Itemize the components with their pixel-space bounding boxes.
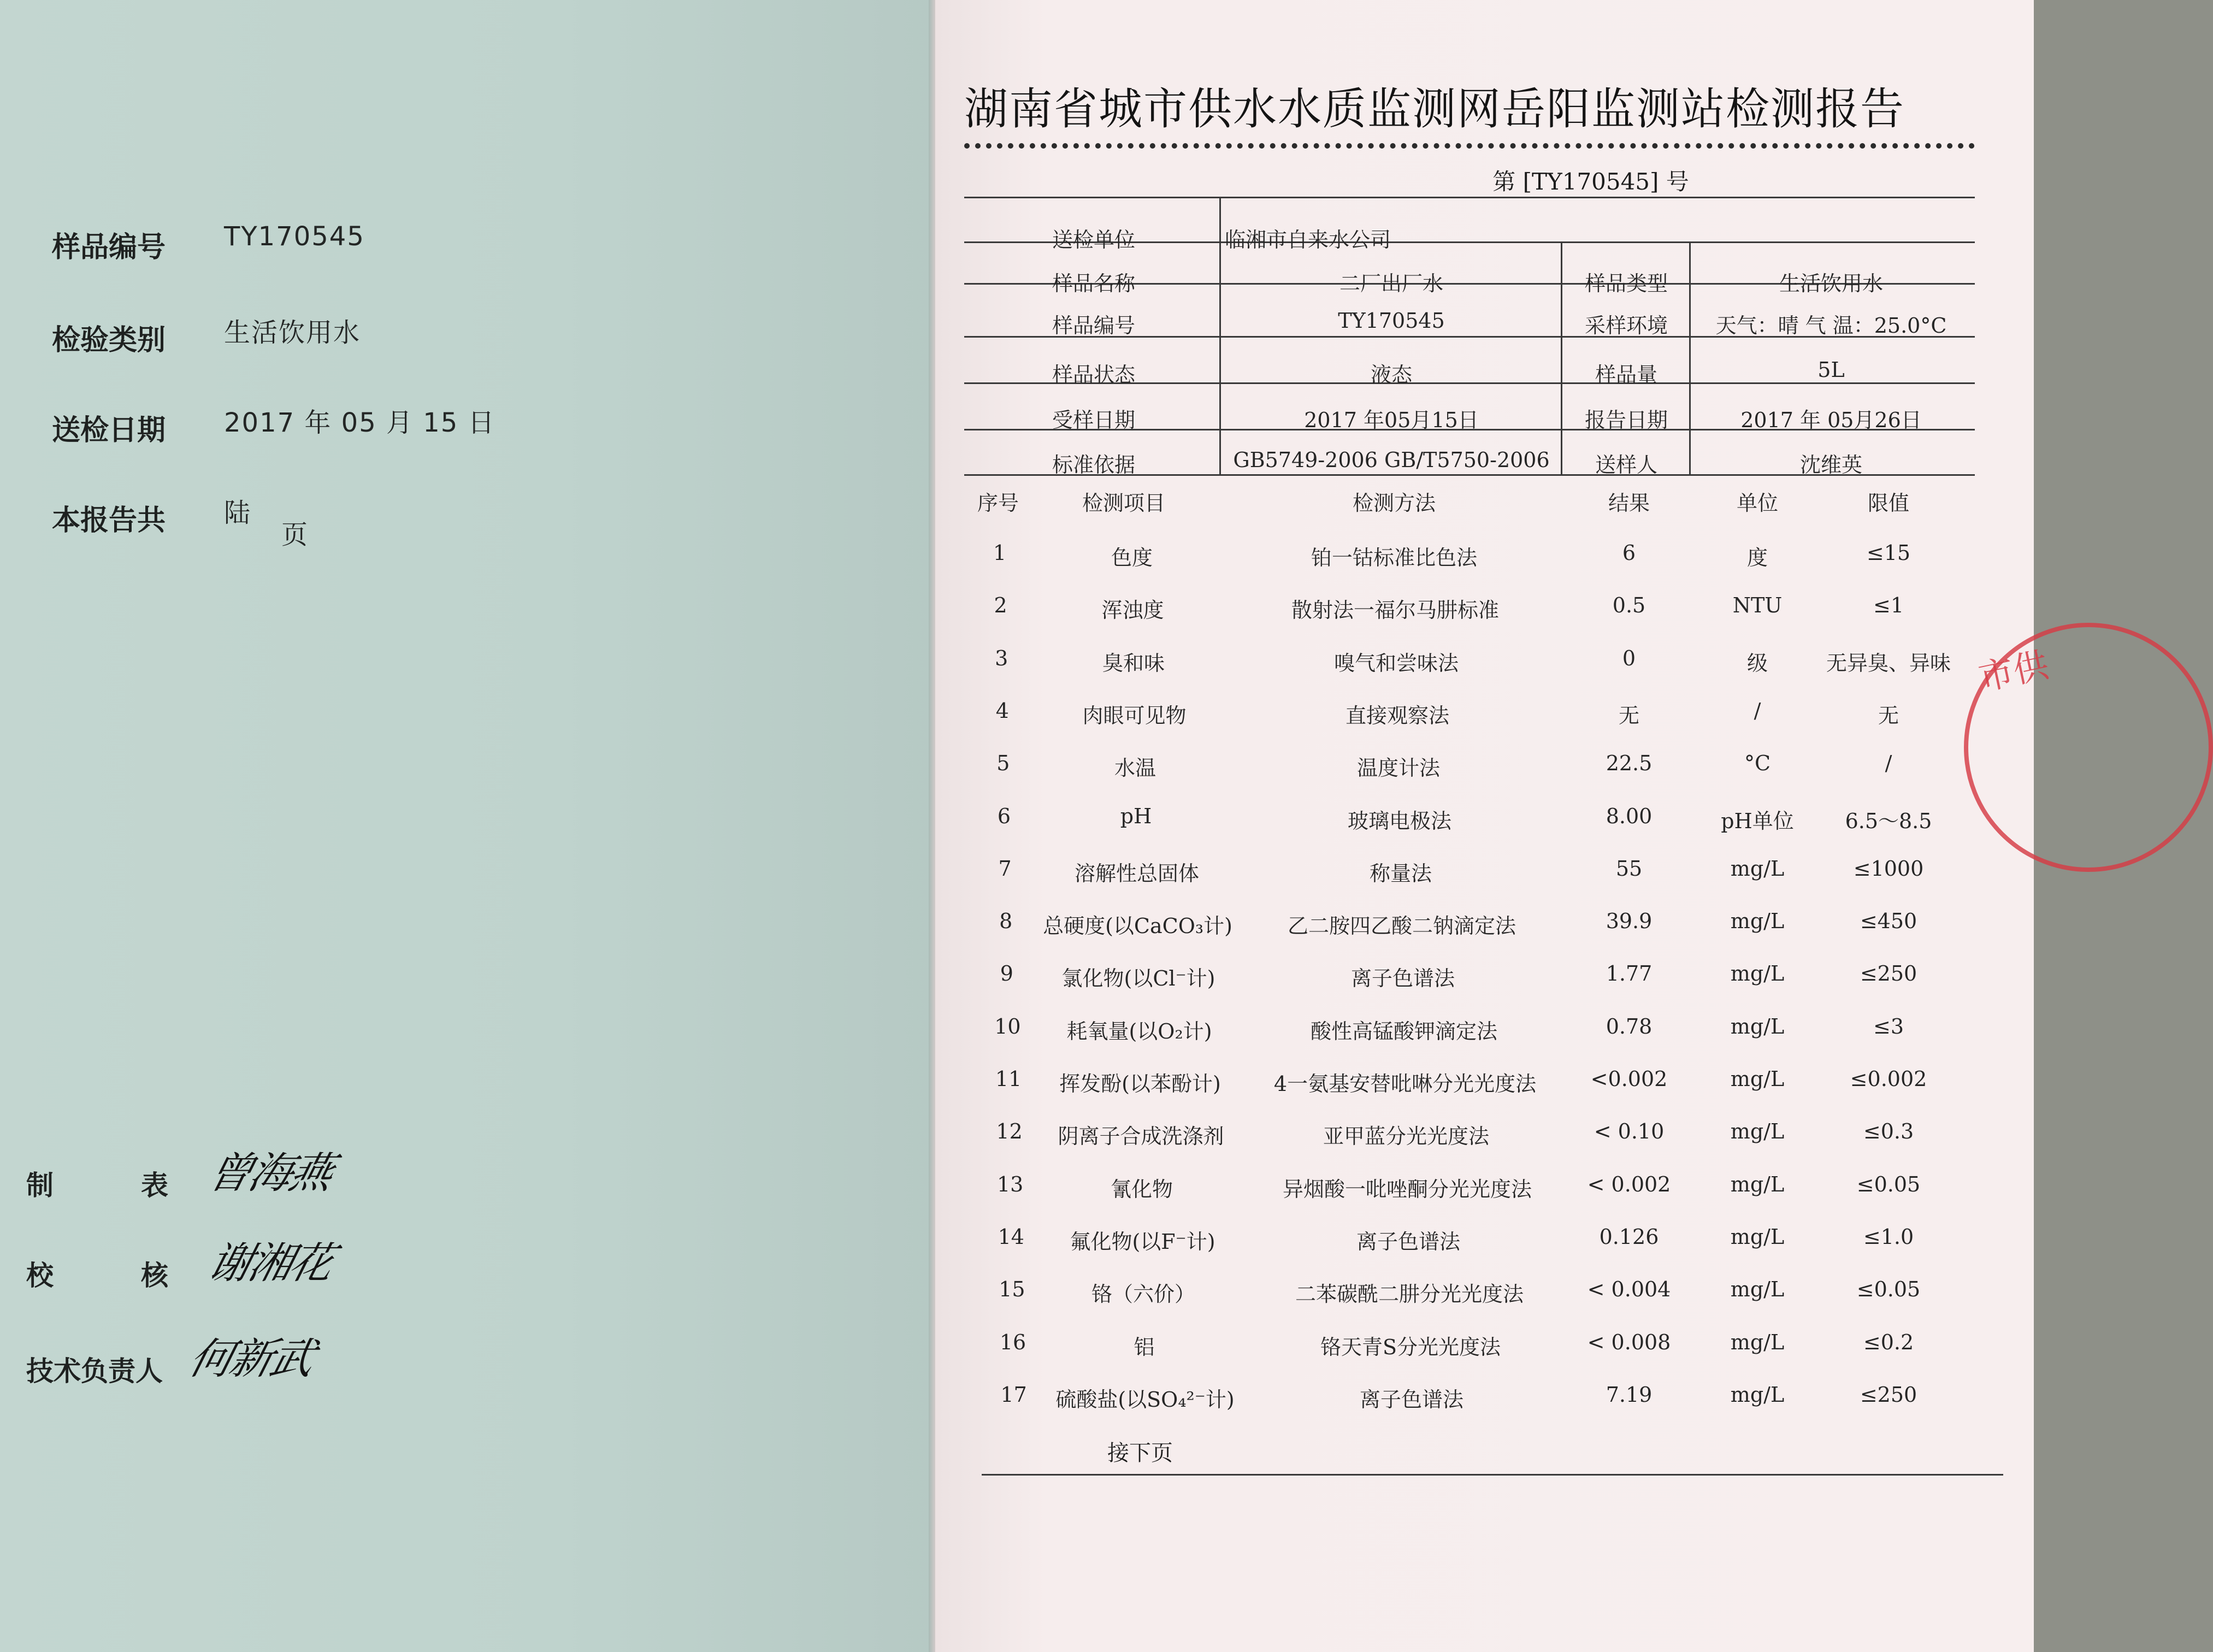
table-cell: 39.9	[1606, 909, 1653, 934]
table-cell: 阴离子合成洗涤剂	[1058, 1124, 1224, 1149]
continued-note: 接下页	[1107, 1441, 1173, 1466]
table-cell: 氟化物(以F⁻计)	[1070, 1229, 1215, 1254]
table-cell: mg/L	[1730, 1382, 1785, 1407]
table-cell: ≤0.2	[1863, 1330, 1914, 1354]
grid-line	[964, 197, 1975, 198]
table-cell: mg/L	[1730, 1119, 1785, 1144]
info-value: 生活饮用水	[1779, 272, 1884, 296]
table-cell: 7.19	[1606, 1382, 1653, 1407]
table-cell: 级	[1746, 651, 1768, 675]
table-cell: 55	[1615, 856, 1643, 881]
signature-label: 技术负责人	[26, 1355, 163, 1387]
table-cell: 玻璃电极法	[1347, 809, 1452, 833]
table-cell: 离子色谱法	[1359, 1387, 1464, 1412]
table-cell: ≤1.0	[1863, 1224, 1914, 1249]
cover-field-label: 检验类别	[52, 324, 166, 357]
table-cell: mg/L	[1730, 1172, 1785, 1196]
signature-label: 制	[26, 1170, 54, 1201]
table-cell: 挥发酚(以苯酚计)	[1059, 1072, 1221, 1096]
handwritten-signature: 谢湘花	[203, 1239, 337, 1288]
table-cell: 肉眼可见物	[1082, 703, 1187, 728]
info-value: 天气：晴 气 温：25.0°C	[1715, 314, 1947, 338]
report-title: 湖南省城市供水水质监测网岳阳监测站检测报告	[964, 84, 1905, 134]
table-cell: 6.5～8.5	[1845, 809, 1932, 833]
table-cell: 8.00	[1606, 804, 1653, 828]
table-cell: 硫酸盐(以SO₄²⁻计)	[1055, 1387, 1235, 1412]
table-cell: < 0.002	[1587, 1172, 1671, 1196]
table-cell: 铬（六价）	[1091, 1282, 1196, 1307]
table-cell: 无	[1878, 703, 1899, 728]
table-cell: NTU	[1732, 593, 1783, 618]
table-cell: 酸性高锰酸钾滴定法	[1310, 1019, 1498, 1043]
cover-page	[0, 0, 935, 1652]
cover-field-suffix: 页	[281, 520, 309, 550]
table-cell: < 0.10	[1594, 1119, 1665, 1144]
table-cell: mg/L	[1730, 909, 1785, 934]
signature-label: 表	[141, 1170, 168, 1201]
info-label: 标准依据	[1052, 453, 1136, 477]
info-value: 二厂出厂水	[1339, 272, 1444, 296]
table-cell: 3	[995, 646, 1008, 670]
table-cell: mg/L	[1730, 1014, 1785, 1039]
table-cell: 氯化物(以Cl⁻计)	[1061, 966, 1215, 991]
table-cell: 4	[995, 698, 1009, 723]
table-cell: 1	[993, 541, 1007, 565]
table-cell: 直接观察法	[1345, 703, 1450, 728]
table-cell: 度	[1746, 546, 1768, 570]
table-cell: 9	[1000, 961, 1013, 986]
cover-field-label: 本报告共	[52, 504, 166, 537]
table-cell: 0.78	[1606, 1014, 1653, 1039]
table-cell: ≤250	[1860, 961, 1917, 986]
info-value: GB5749-2006 GB/T5750-2006	[1233, 448, 1550, 472]
info-label: 送样人	[1595, 453, 1658, 477]
grid-line	[1219, 198, 1221, 474]
table-cell: 6	[1622, 541, 1636, 565]
table-cell: 8	[999, 909, 1013, 934]
cover-field-value: TY170545	[224, 221, 365, 252]
info-label: 采样环境	[1584, 314, 1668, 338]
table-cell: 2	[994, 593, 1007, 618]
table-cell: 铬天青S分光光度法	[1320, 1335, 1501, 1359]
table-cell: 14	[998, 1224, 1024, 1249]
table-cell: /	[1754, 698, 1761, 723]
table-cell: 0.126	[1599, 1224, 1659, 1249]
cover-field-value: 2017 年 05 月 15 日	[224, 408, 495, 438]
table-cell: 乙二胺四乙酸二钠滴定法	[1287, 914, 1516, 939]
table-cell: 色度	[1111, 546, 1153, 570]
table-cell: 6	[997, 804, 1011, 828]
grid-line	[1561, 241, 1562, 474]
table-cell: 10	[994, 1014, 1021, 1039]
table-cell: ≤0.05	[1856, 1277, 1921, 1302]
table-cell: 22.5	[1606, 751, 1653, 776]
table-cell: 总硬度(以CaCO₃计)	[1043, 914, 1232, 939]
table-cell: 0	[1622, 646, 1636, 670]
table-cell: 0.5	[1612, 593, 1646, 618]
seal-lettering: 市供	[1975, 645, 2052, 699]
info-value: 2017 年05月15日	[1304, 408, 1479, 432]
table-cell: mg/L	[1730, 1067, 1785, 1091]
info-label: 受样日期	[1052, 408, 1136, 432]
handwritten-signature: 何新武	[184, 1335, 318, 1384]
table-cell: ≤0.05	[1856, 1172, 1921, 1196]
signature-label: 核	[141, 1260, 168, 1291]
info-label: 样品编号	[1052, 314, 1136, 338]
info-value: 2017 年 05月26日	[1740, 408, 1922, 432]
table-cell: < 0.008	[1587, 1330, 1671, 1354]
table-cell: 离子色谱法	[1350, 966, 1455, 991]
table-cell: 无	[1618, 703, 1640, 728]
table-cell: 铝	[1134, 1335, 1155, 1359]
table-cell: 氰化物	[1110, 1177, 1173, 1201]
column-header: 序号	[977, 491, 1019, 515]
table-cell: pH	[1120, 804, 1152, 828]
table-cell: mg/L	[1730, 856, 1785, 881]
table-cell: °C	[1744, 751, 1771, 776]
info-value: 液态	[1370, 363, 1413, 387]
info-value: 沈维英	[1799, 453, 1863, 477]
table-cell: ≤250	[1860, 1382, 1917, 1407]
table-cell: 散射法一福尔马肼标准	[1291, 598, 1500, 623]
table-cell: 4一氨基安替吡啉分光光度法	[1273, 1072, 1537, 1096]
table-cell: 嗅气和尝味法	[1333, 651, 1459, 675]
table-cell: mg/L	[1730, 961, 1785, 986]
table-cell: 浑浊度	[1101, 598, 1164, 623]
table-cell: mg/L	[1730, 1224, 1785, 1249]
title-underline	[964, 143, 1975, 149]
cover-field-label: 送检日期	[52, 414, 166, 447]
table-cell: 铂一钴标准比色法	[1311, 546, 1478, 570]
report-page	[935, 0, 2052, 1652]
info-label: 送检单位	[1052, 228, 1136, 252]
table-cell: < 0.004	[1587, 1277, 1671, 1302]
table-cell: 臭和味	[1102, 651, 1165, 675]
cover-field-value: 生活饮用水	[224, 317, 361, 348]
table-cell: 13	[997, 1172, 1024, 1196]
table-cell: 7	[998, 856, 1012, 881]
column-header: 检测项目	[1082, 491, 1166, 515]
table-cell: 1.77	[1606, 961, 1653, 986]
info-label: 样品类型	[1584, 272, 1668, 296]
signature-label: 校	[26, 1260, 54, 1291]
table-cell: ≤15	[1866, 541, 1911, 565]
table-cell: 11	[995, 1067, 1022, 1091]
table-cell: 无异臭、异味	[1826, 651, 1951, 675]
table-cell: ≤450	[1860, 909, 1917, 934]
info-label: 样品量	[1595, 363, 1658, 387]
cover-field-label: 样品编号	[52, 231, 166, 264]
handwritten-signature: 曾海燕	[203, 1149, 337, 1198]
table-cell: mg/L	[1730, 1277, 1785, 1302]
info-label: 报告日期	[1584, 408, 1668, 432]
table-cell: 称量法	[1369, 861, 1432, 886]
column-header: 检测方法	[1352, 491, 1436, 515]
table-cell: /	[1885, 751, 1892, 776]
column-header: 限值	[1867, 491, 1910, 515]
table-cell: ≤0.3	[1863, 1119, 1914, 1144]
table-cell: ≤1	[1873, 593, 1904, 618]
column-header: 单位	[1736, 491, 1779, 515]
info-label: 样品状态	[1052, 363, 1136, 387]
info-label: 样品名称	[1052, 272, 1136, 296]
table-cell: 异烟酸一吡唑酮分光光度法	[1282, 1177, 1532, 1201]
table-cell: ≤0.002	[1850, 1067, 1927, 1091]
grid-line	[1689, 241, 1691, 474]
info-value: 5L	[1817, 358, 1845, 382]
table-cell: 二苯碳酰二肼分光光度法	[1295, 1282, 1524, 1307]
table-cell: <0.002	[1590, 1067, 1668, 1091]
table-cell: pH单位	[1721, 809, 1794, 833]
cover-field-value: 陆	[224, 498, 252, 528]
table-cell: 17	[1000, 1382, 1027, 1407]
table-cell: ≤3	[1873, 1014, 1904, 1039]
table-cell: 15	[999, 1277, 1025, 1302]
table-cell: mg/L	[1730, 1330, 1785, 1354]
table-cell: 水温	[1114, 756, 1156, 781]
column-header: 结果	[1608, 491, 1650, 515]
table-cell: ≤1000	[1853, 856, 1924, 881]
table-cell: 16	[999, 1330, 1026, 1354]
table-cell: 温度计法	[1356, 756, 1441, 781]
table-cell: 离子色谱法	[1356, 1229, 1461, 1254]
table-cell: 溶解性总固体	[1074, 861, 1200, 886]
table-cell: 亚甲蓝分光光度法	[1323, 1124, 1490, 1149]
table-cell: 5	[996, 751, 1010, 776]
report-number: 第 [TY170545] 号	[1492, 168, 1689, 195]
bottom-rule	[982, 1474, 2003, 1476]
info-value: TY170545	[1338, 309, 1445, 333]
official-seal-stamp	[1964, 623, 2213, 872]
table-cell: 12	[996, 1119, 1023, 1144]
info-value: 临湘市自来水公司	[1225, 228, 1391, 252]
table-cell: 耗氧量(以O₂计)	[1066, 1019, 1212, 1043]
